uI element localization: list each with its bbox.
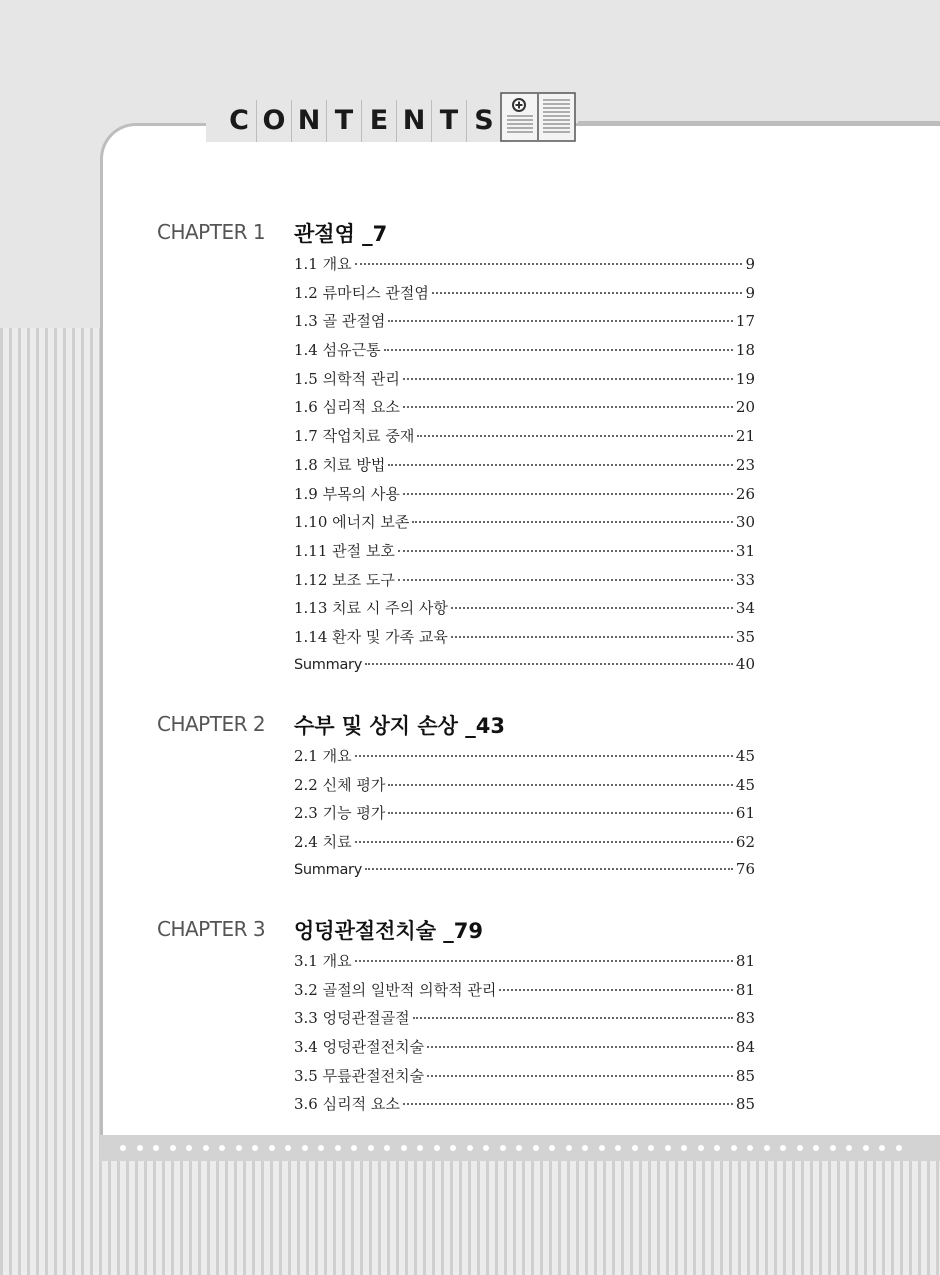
band-dot [368, 1145, 374, 1151]
band-dot [665, 1145, 671, 1151]
toc-entry[interactable] [294, 425, 755, 454]
leader-dots [355, 841, 733, 843]
leader-dots [365, 663, 733, 665]
entry-page: 83 [735, 1009, 755, 1028]
band-dot [863, 1145, 869, 1151]
entry-title: 1.1 개요 [294, 255, 352, 273]
toc-entry[interactable] [294, 1007, 755, 1036]
toc-entry[interactable] [294, 831, 755, 860]
contents-letter: T [327, 100, 362, 142]
band-dot [401, 1145, 407, 1151]
entry-title: 3.4 엉덩관절전치술 [294, 1038, 425, 1057]
chapter-entries [294, 950, 755, 1122]
toc-entry[interactable] [294, 310, 755, 339]
band-dot [417, 1145, 423, 1151]
band-dot [648, 1145, 654, 1151]
band-dot [186, 1145, 192, 1151]
band-dot [714, 1145, 720, 1151]
leader-dots [355, 755, 733, 757]
toc-entry[interactable] [294, 1036, 755, 1065]
toc-entry[interactable] [294, 774, 755, 803]
header-rule [578, 121, 940, 124]
band-dot [120, 1145, 126, 1151]
leader-dots [355, 263, 743, 265]
toc-entry[interactable] [294, 745, 755, 774]
band-dot [632, 1145, 638, 1151]
entry-title: 1.5 의학적 관리 [294, 369, 400, 388]
band-dot [252, 1145, 258, 1151]
entry-page: 9 [745, 255, 755, 273]
band-dot [582, 1145, 588, 1151]
entry-page: 21 [735, 427, 755, 446]
contents-letter: C [222, 100, 257, 142]
band-dot [566, 1145, 572, 1151]
toc-entry[interactable] [294, 282, 755, 311]
entry-page: 45 [735, 775, 755, 794]
leader-dots [388, 320, 733, 322]
entry-title: 1.13 치료 시 주의 사항 [294, 599, 448, 618]
entry-page: 19 [735, 369, 755, 388]
entry-title: 1.11 관절 보호 [294, 541, 395, 560]
chapter-title[interactable]: 엉덩관절전치술 _79 [294, 919, 484, 943]
entry-title: Summary [294, 656, 362, 673]
band-dot [434, 1145, 440, 1151]
leader-dots [388, 464, 733, 466]
toc-entry[interactable] [294, 339, 755, 368]
band-dot [236, 1145, 242, 1151]
bottom-dotted-band [100, 1135, 940, 1161]
toc-entry[interactable] [294, 511, 755, 540]
entry-page: 85 [735, 1095, 755, 1114]
leader-dots [388, 784, 733, 786]
contents-letter: N [292, 100, 327, 142]
band-dot [879, 1145, 885, 1151]
entry-page: 85 [735, 1066, 755, 1085]
toc-entry[interactable] [294, 540, 755, 569]
band-dot [203, 1145, 209, 1151]
entry-title: Summary [294, 861, 362, 878]
band-dot [351, 1145, 357, 1151]
band-dot [500, 1145, 506, 1151]
toc-entry[interactable] [294, 597, 755, 626]
chapter-title[interactable]: 수부 및 상지 손상 _43 [294, 714, 505, 738]
entry-page: 35 [735, 627, 755, 646]
chapter-entries [294, 745, 755, 888]
band-dot [764, 1145, 770, 1151]
entry-page: 76 [735, 859, 755, 878]
toc-entry[interactable] [294, 569, 755, 598]
leader-dots [388, 812, 733, 814]
entry-page: 17 [735, 312, 755, 331]
toc-entry[interactable] [294, 1065, 755, 1094]
leader-dots [355, 960, 733, 962]
band-dot [137, 1145, 143, 1151]
band-dot [384, 1145, 390, 1151]
band-dot [450, 1145, 456, 1151]
entry-title: 3.2 골절의 일반적 의학적 관리 [294, 980, 497, 999]
leader-dots [403, 378, 733, 380]
chapter-label: CHAPTER 2 [157, 712, 266, 736]
entry-title: 2.2 신체 평가 [294, 775, 386, 794]
entry-title: 1.12 보조 도구 [294, 570, 395, 589]
band-dot [170, 1145, 176, 1151]
entry-title: 1.9 부목의 사용 [294, 484, 400, 503]
toc-entry[interactable] [294, 626, 755, 655]
entry-page: 18 [735, 341, 755, 360]
entry-title: 1.2 류마티스 관절염 [294, 283, 429, 302]
entry-title: 2.3 기능 평가 [294, 804, 386, 823]
entry-title: 1.10 에너지 보존 [294, 513, 410, 532]
leader-dots [398, 550, 733, 552]
entry-title: 3.5 무릎관절전치술 [294, 1066, 425, 1085]
band-dot [285, 1145, 291, 1151]
leader-dots [427, 1046, 733, 1048]
toc-entry[interactable] [294, 454, 755, 483]
leader-dots [432, 292, 743, 294]
leader-dots [403, 1103, 733, 1105]
toc-entry[interactable] [294, 1093, 755, 1122]
leader-dots [499, 989, 733, 991]
entry-page: 81 [735, 980, 755, 999]
band-dot [780, 1145, 786, 1151]
entry-title: 3.6 심리적 요소 [294, 1095, 400, 1114]
band-dot [599, 1145, 605, 1151]
entry-page: 62 [735, 833, 755, 852]
entry-title: 1.3 골 관절염 [294, 312, 386, 331]
band-dot [813, 1145, 819, 1151]
entry-page: 30 [735, 513, 755, 532]
entry-page: 84 [735, 1038, 755, 1057]
chapter-title[interactable]: 관절염 _7 [294, 222, 388, 246]
entry-title: 1.4 섬유근통 [294, 341, 381, 360]
contents-letter: E [362, 100, 397, 142]
band-dot [219, 1145, 225, 1151]
entry-page: 81 [735, 952, 755, 970]
entry-page: 40 [735, 654, 755, 673]
toc-entry[interactable] [294, 483, 755, 512]
toc-entry[interactable] [294, 253, 755, 282]
band-dot [153, 1145, 159, 1151]
leader-dots [384, 349, 733, 351]
entry-title: 1.8 치료 방법 [294, 455, 386, 474]
toc-entry-summary[interactable] [294, 860, 755, 889]
band-dot [681, 1145, 687, 1151]
band-dot [846, 1145, 852, 1151]
toc-entry[interactable] [294, 396, 755, 425]
leader-dots [417, 435, 733, 437]
entry-page: 31 [735, 541, 755, 560]
contents-letter: T [432, 100, 467, 142]
entry-page: 26 [735, 484, 755, 503]
entry-page: 20 [735, 398, 755, 417]
band-dot [731, 1145, 737, 1151]
leader-dots [398, 579, 733, 581]
leader-dots [365, 868, 733, 870]
entry-title: 2.4 치료 [294, 833, 352, 852]
band-dot [335, 1145, 341, 1151]
entry-page: 45 [735, 747, 755, 765]
band-dot [830, 1145, 836, 1151]
toc-entry[interactable] [294, 950, 755, 979]
entry-title: 3.3 엉덩관절골절 [294, 1009, 410, 1028]
chapter-label: CHAPTER 1 [157, 220, 266, 244]
entry-title: 1.7 작업치료 중재 [294, 427, 415, 446]
band-dot [747, 1145, 753, 1151]
leader-dots [427, 1075, 733, 1077]
leader-dots [403, 406, 733, 408]
entry-page: 34 [735, 599, 755, 618]
band-dot [483, 1145, 489, 1151]
contents-title [206, 100, 509, 142]
toc-entry[interactable] [294, 368, 755, 397]
band-dot [549, 1145, 555, 1151]
entry-title: 2.1 개요 [294, 747, 352, 765]
leader-dots [413, 1017, 733, 1019]
contents-letter: S [474, 105, 494, 136]
band-dot [533, 1145, 539, 1151]
band-dot [269, 1145, 275, 1151]
entry-title: 1.6 심리적 요소 [294, 398, 400, 417]
contents-letter: O [257, 100, 292, 142]
entry-page: 23 [735, 455, 755, 474]
band-dot [797, 1145, 803, 1151]
band-dot [615, 1145, 621, 1151]
toc-entry-summary[interactable] [294, 655, 755, 684]
toc-entry[interactable] [294, 802, 755, 831]
entry-page: 61 [735, 804, 755, 823]
leader-dots [451, 636, 733, 638]
band-dot [318, 1145, 324, 1151]
band-dot [896, 1145, 902, 1151]
leader-dots [451, 607, 733, 609]
chapter-label: CHAPTER 3 [157, 917, 266, 941]
leader-dots [403, 493, 733, 495]
band-dot [467, 1145, 473, 1151]
entry-page: 9 [745, 283, 755, 302]
band-dot [516, 1145, 522, 1151]
entry-title: 3.1 개요 [294, 952, 352, 970]
book-icon [500, 92, 576, 142]
entry-page: 33 [735, 570, 755, 589]
toc-entry[interactable] [294, 979, 755, 1008]
contents-letter: N [397, 100, 432, 142]
band-dot [698, 1145, 704, 1151]
leader-dots [412, 521, 733, 523]
entry-title: 1.14 환자 및 가족 교육 [294, 627, 448, 646]
chapter-entries [294, 253, 755, 683]
band-dot [302, 1145, 308, 1151]
